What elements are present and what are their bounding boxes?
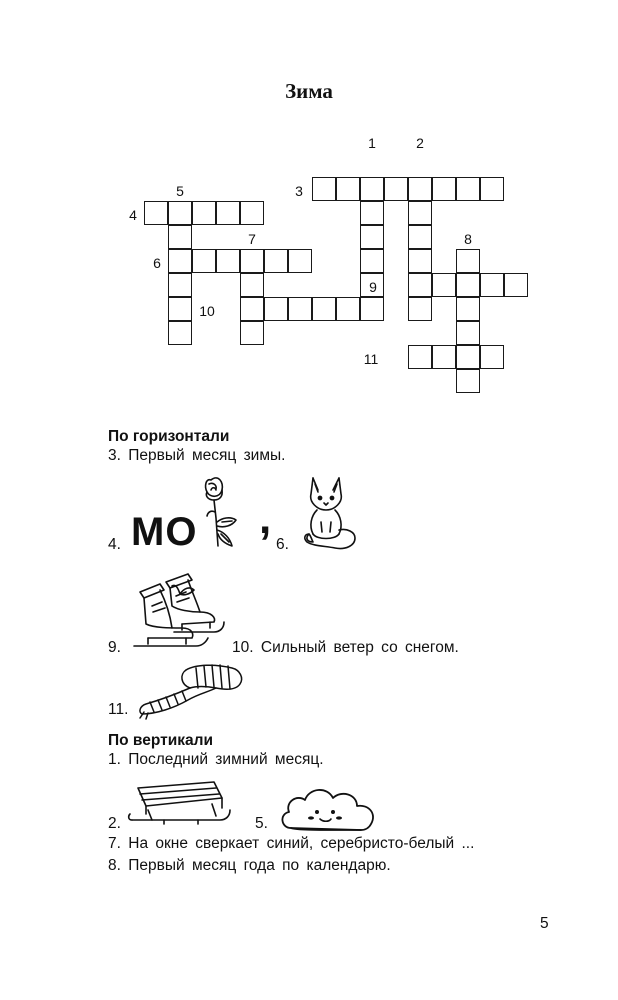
clue-4-letters: МО: [131, 510, 198, 554]
crossword-cell[interactable]: [456, 273, 480, 297]
clue-number-label: 6: [153, 255, 161, 271]
crossword-cell[interactable]: [432, 273, 456, 297]
clue-number-label: 8: [464, 231, 472, 247]
crossword-cell[interactable]: [168, 249, 192, 273]
crossword-cell[interactable]: [168, 321, 192, 345]
crossword-cell[interactable]: [360, 273, 384, 297]
clue-9-number: 9.: [108, 639, 121, 656]
crossword-cell[interactable]: [480, 177, 504, 201]
crossword-cell[interactable]: [312, 177, 336, 201]
page-title: Зима: [285, 79, 333, 103]
clue-7-down: [108, 834, 474, 854]
clue-11-number: 11.: [108, 701, 129, 718]
crossword-cell[interactable]: [216, 249, 240, 273]
crossword-cell[interactable]: [360, 297, 384, 321]
crossword-cell[interactable]: [360, 249, 384, 273]
down-heading: По вертикали: [108, 732, 213, 749]
crossword-cell[interactable]: [456, 369, 480, 393]
clue-number-label: 11: [363, 351, 379, 367]
fox-icon: [295, 472, 361, 554]
clue-text: Первый месяц зимы.: [128, 447, 286, 464]
scarf-icon: [136, 660, 248, 720]
clue-number-label: 2: [416, 135, 424, 151]
crossword-cell[interactable]: [456, 177, 480, 201]
crossword-cell[interactable]: [240, 321, 264, 345]
clue-10-across: [232, 638, 459, 658]
crossword-cell[interactable]: [168, 201, 192, 225]
clue-number-label: 3: [295, 183, 303, 199]
crossword-cell[interactable]: [192, 201, 216, 225]
skates-icon: [126, 566, 226, 656]
crossword-cell[interactable]: [216, 201, 240, 225]
crossword-cell[interactable]: [456, 345, 480, 369]
clue-6-number: 6.: [276, 536, 289, 553]
crossword-cell[interactable]: [192, 249, 216, 273]
crossword-cell[interactable]: [408, 177, 432, 201]
clue-number: 8.: [108, 857, 121, 874]
comma-mark: ,: [259, 494, 272, 543]
clue-number: 1.: [108, 751, 121, 768]
crossword-cell[interactable]: [432, 345, 456, 369]
clue-text: Последний зимний месяц.: [128, 751, 324, 768]
crossword-cell[interactable]: [264, 249, 288, 273]
crossword-cell[interactable]: [504, 273, 528, 297]
clue-5-number: 5.: [255, 815, 268, 832]
clue-2-number: 2.: [108, 815, 121, 832]
clue-4-number: 4.: [108, 536, 121, 553]
crossword-cell[interactable]: [288, 249, 312, 273]
crossword-cell[interactable]: [384, 177, 408, 201]
crossword-cell[interactable]: [336, 297, 360, 321]
crossword-cell[interactable]: [168, 273, 192, 297]
crossword-cell[interactable]: [408, 345, 432, 369]
crossword-cell[interactable]: [360, 177, 384, 201]
crossword-cell[interactable]: [168, 297, 192, 321]
crossword-cell[interactable]: [408, 201, 432, 225]
crossword-cell[interactable]: [288, 297, 312, 321]
crossword-grid: [0, 0, 618, 400]
crossword-cell[interactable]: [432, 177, 456, 201]
crossword-cell[interactable]: [360, 201, 384, 225]
clue-1-down: [108, 750, 324, 770]
crossword-cell[interactable]: [264, 297, 288, 321]
clue-number-label: 5: [176, 183, 184, 199]
clue-number-label: 4: [129, 207, 137, 223]
crossword-cell[interactable]: [240, 297, 264, 321]
crossword-cell[interactable]: [408, 225, 432, 249]
clue-8-down: [108, 856, 391, 876]
crossword-cell[interactable]: [480, 345, 504, 369]
clue-text: На окне сверкает синий, серебристо-белый ...: [128, 835, 475, 852]
clue-number: 10.: [232, 639, 254, 656]
crossword-cell[interactable]: [144, 201, 168, 225]
page-number: 5: [540, 915, 549, 932]
clue-number-label: 1: [368, 135, 376, 151]
clue-number: 3.: [108, 447, 121, 464]
crossword-cell[interactable]: [360, 225, 384, 249]
crossword-cell[interactable]: [240, 249, 264, 273]
clue-3-across: [108, 446, 285, 466]
clue-number-label: 9: [369, 279, 377, 295]
crossword-cell[interactable]: [456, 249, 480, 273]
clue-text: Первый месяц года по календарю.: [128, 857, 391, 874]
crossword-cell[interactable]: [480, 273, 504, 297]
clue-number-label: 10: [199, 303, 215, 319]
cloud-icon: [277, 784, 381, 836]
crossword-cell[interactable]: [408, 297, 432, 321]
sled-icon: [124, 776, 236, 832]
crossword-cell[interactable]: [336, 177, 360, 201]
crossword-cell[interactable]: [312, 297, 336, 321]
clue-number-label: 7: [248, 231, 256, 247]
crossword-cell[interactable]: [168, 225, 192, 249]
clue-text: Сильный ветер со снегом.: [260, 639, 459, 656]
crossword-cell[interactable]: [456, 321, 480, 345]
crossword-cell[interactable]: [456, 297, 480, 321]
crossword-cell[interactable]: [240, 201, 264, 225]
across-heading: По горизонтали: [108, 428, 230, 445]
crossword-cell[interactable]: [240, 273, 264, 297]
rose-icon: [198, 472, 248, 552]
clue-number: 7.: [108, 835, 121, 852]
crossword-cell[interactable]: [408, 273, 432, 297]
crossword-cell[interactable]: [408, 249, 432, 273]
